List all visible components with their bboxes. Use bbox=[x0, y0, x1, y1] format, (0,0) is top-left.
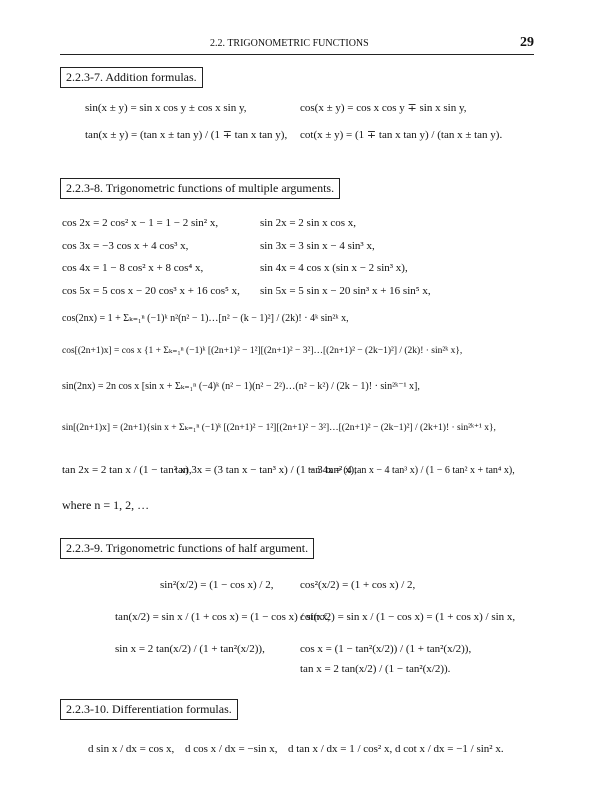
formula-sin4x: sin 4x = 4 cos x (sin x − 2 sin³ x), bbox=[260, 262, 408, 274]
formula-d-cos: d cos x / dx = −sin x, bbox=[185, 743, 278, 755]
formula-cos-via-tan-half: cos x = (1 − tan²(x/2)) / (1 + tan²(x/2)), bbox=[300, 643, 472, 655]
formula-sin2x: sin 2x = 2 sin x cos x, bbox=[260, 217, 357, 229]
formula-sin3x: sin 3x = 3 sin x − 4 sin³ x, bbox=[260, 240, 375, 252]
formula-cos5x: cos 5x = 5 cos x − 20 cos³ x + 16 cos⁵ x, bbox=[62, 285, 240, 297]
page-number: 29 bbox=[520, 35, 534, 50]
formula-sin2nx: sin(2nx) = 2n cos x [sin x + Σₖ₌₁ⁿ (−4)ᵏ (n² − 1)(n² − 2²)…(n² − k²) / (2k − 1)! · sin²ᵏ⁻¹ x], bbox=[62, 381, 420, 392]
formula-cos-sq-half: cos²(x/2) = (1 + cos x) / 2, bbox=[300, 579, 416, 591]
section-title-multiple: 2.2.3-8. Trigonometric functions of multiple arguments. bbox=[60, 178, 340, 199]
formula-tan2x: tan 2x = 2 tan x / (1 − tan² x), bbox=[62, 464, 192, 476]
running-header bbox=[60, 36, 534, 55]
formula-tan-half: tan(x/2) = sin x / (1 + cos x) = (1 − cos x) / sin x, bbox=[115, 611, 331, 623]
formula-d-tan: d tan x / dx = 1 / cos² x, bbox=[288, 743, 393, 755]
running-head-section: 2.2. TRIGONOMETRIC FUNCTIONS bbox=[210, 38, 369, 49]
formula-cos4x: cos 4x = 1 − 8 cos² x + 8 cos⁴ x, bbox=[62, 262, 204, 274]
formula-sin5x: sin 5x = 5 sin x − 20 sin³ x + 16 sin⁵ x, bbox=[260, 285, 431, 297]
formula-cos3x: cos 3x = −3 cos x + 4 cos³ x, bbox=[62, 240, 189, 252]
formula-tan3x: tan 3x = (3 tan x − tan³ x) / (1 − 3 tan² x), bbox=[175, 464, 357, 476]
formula-tan-sum: tan(x ± y) = (tan x ± tan y) / (1 ∓ tan x tan y), bbox=[85, 129, 288, 141]
formula-sin-sq-half: sin²(x/2) = (1 − cos x) / 2, bbox=[160, 579, 274, 591]
formula-cos2nx: cos(2nx) = 1 + Σₖ₌₁ⁿ (−1)ᵏ n²(n² − 1)…[n² − (k − 1)²] / (2k)! · 4ᵏ sin²ᵏ x, bbox=[62, 313, 349, 324]
formula-d-cot: d cot x / dx = −1 / sin² x. bbox=[395, 743, 504, 755]
formula-sin2n1x: sin[(2n+1)x] = (2n+1){sin x + Σₖ₌₁ⁿ (−1)ᵏ [(2n+1)² − 1²][(2n+1)² − 3²]…[(2n+1)² − (2k−1)²] / (2k+1)! · sin²ᵏ⁺¹ x}, bbox=[62, 423, 496, 433]
formula-tan-via-tan-half: tan x = 2 tan(x/2) / (1 − tan²(x/2)). bbox=[300, 663, 451, 675]
formula-cos2x: cos 2x = 2 cos² x − 1 = 1 − 2 sin² x, bbox=[62, 217, 219, 229]
formula-sin-via-tan-half: sin x = 2 tan(x/2) / (1 + tan²(x/2)), bbox=[115, 643, 265, 655]
where-clause: where n = 1, 2, … bbox=[62, 498, 150, 512]
section-title-addition: 2.2.3-7. Addition formulas. bbox=[60, 67, 203, 88]
formula-cos2n1x: cos[(2n+1)x] = cos x {1 + Σₖ₌₁ⁿ (−1)ᵏ [(2n+1)² − 1²][(2n+1)² − 3²]…[(2n+1)² − (2k−1)²] / (2k)! · sin²ᵏ x}, bbox=[62, 346, 463, 356]
formula-cot-half: cot(x/2) = sin x / (1 − cos x) = (1 + cos x) / sin x, bbox=[300, 611, 516, 623]
section-title-diff: 2.2.3-10. Differentiation formulas. bbox=[60, 699, 238, 720]
formula-tan4x: tan 4x = (4 tan x − 4 tan³ x) / (1 − 6 tan² x + tan⁴ x), bbox=[308, 465, 515, 476]
section-title-half: 2.2.3-9. Trigonometric functions of half argument. bbox=[60, 538, 314, 559]
formula-cot-sum: cot(x ± y) = (1 ∓ tan x tan y) / (tan x ± tan y). bbox=[300, 129, 503, 141]
formula-cos-sum: cos(x ± y) = cos x cos y ∓ sin x sin y, bbox=[300, 102, 467, 114]
formula-sin-sum: sin(x ± y) = sin x cos y ± cos x sin y, bbox=[85, 102, 247, 114]
formula-d-sin: d sin x / dx = cos x, bbox=[88, 743, 175, 755]
